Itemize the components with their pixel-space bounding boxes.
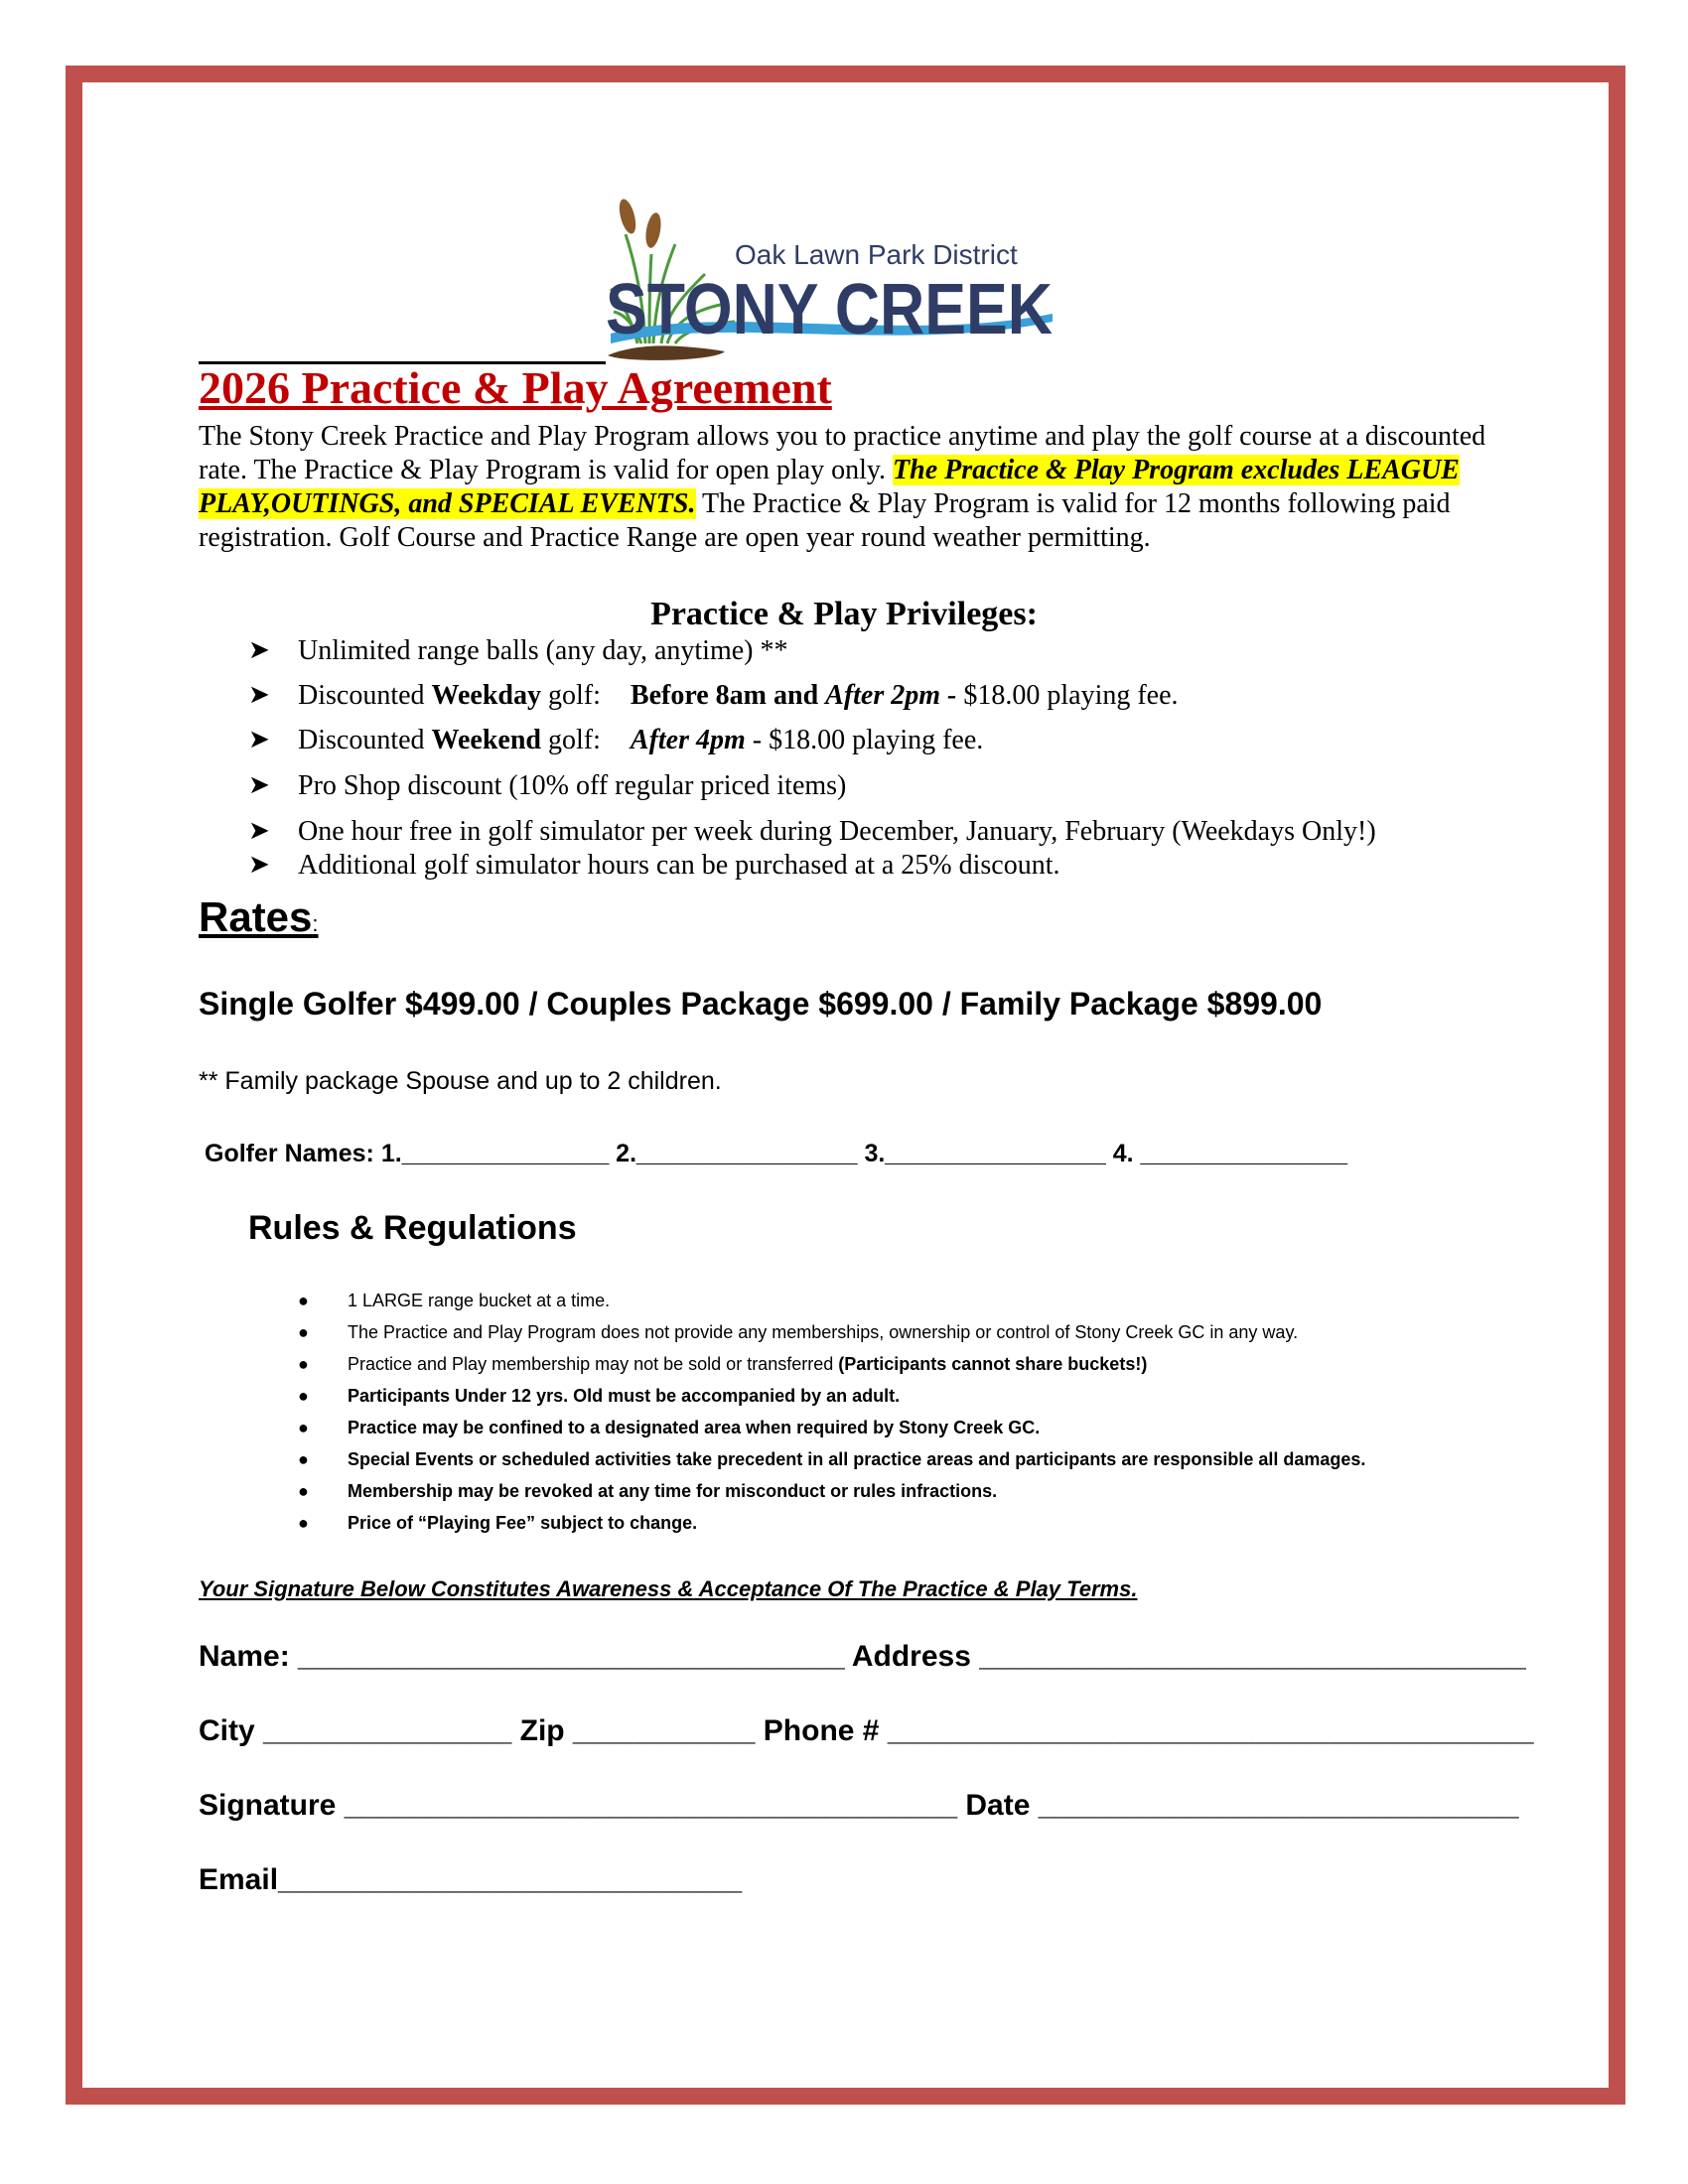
bullet-icon: ● [298,1291,309,1310]
signature-acceptance-note: Your Signature Below Constitutes Awareness & Acceptance Of The Practice & Play Terms. [199,1576,1138,1601]
arrow-bullet-icon: ➤ [248,725,270,753]
name-address-fields[interactable]: Name: _________________________________ Address _________________________________ [199,1640,1526,1673]
stony-creek-logo [606,195,1057,363]
arrow-bullet-icon: ➤ [248,635,270,664]
intro-highlight: The Practice & Play Program excludes LEAGUE PLAY,OUTINGS, and SPECIAL EVENTS. [199,455,1460,519]
cattail-left [617,198,639,235]
bullet-icon: ● [298,1481,309,1501]
bullet-icon: ● [298,1418,309,1437]
cattail-right [643,211,663,249]
intro-text-1: The Stony Creek Practice and Play Program allows you to practice anytime and play the golf course at a discounted rate. The Practice & Play Program is valid for open play only. [199,421,1486,485]
bullet-icon: ● [298,1322,309,1342]
family-package-note: ** Family package Spouse and up to 2 children. [199,1067,722,1095]
arrow-bullet-icon: ➤ [248,680,270,709]
arrow-bullet-icon: ➤ [248,816,270,845]
bullet-icon: ● [298,1354,309,1374]
arrow-bullet-icon: ➤ [248,770,270,799]
bullet-icon: ● [298,1386,309,1406]
golfer-names-field[interactable]: Golfer Names: 1._______________ 2.________________ 3.________________ 4. _______________ [205,1140,1348,1167]
rate-packages: Single Golfer $499.00 / Couples Package $699.00 / Family Package $899.00 [199,986,1323,1022]
bullet-icon: ● [298,1449,309,1469]
page-title: 2026 Practice & Play Agreement [199,362,832,413]
bullet-icon: ● [298,1513,309,1533]
logo-name-text: STONY CREEK [606,270,1053,349]
arrow-bullet-icon: ➤ [248,850,270,879]
rates-heading: Rates: [199,893,319,940]
intro-paragraph [199,420,1489,555]
logo-org-text: Oak Lawn Park District [735,239,1018,270]
city-zip-phone-fields[interactable]: City _______________ Zip ___________ Phone # _______________________________________ [199,1714,1534,1747]
intro-text-2: The Practice & Play Program is valid for 12 months following paid registration. Golf Course and Practice Range are open year round weather permitting. [199,488,1451,553]
signature-date-fields[interactable]: Signature _____________________________________ Date _____________________________ [199,1789,1519,1822]
email-field[interactable]: Email____________________________ [199,1863,743,1896]
privileges-heading: Practice & Play Privileges: [650,596,1038,632]
rules-heading: Rules & Regulations [248,1209,577,1247]
